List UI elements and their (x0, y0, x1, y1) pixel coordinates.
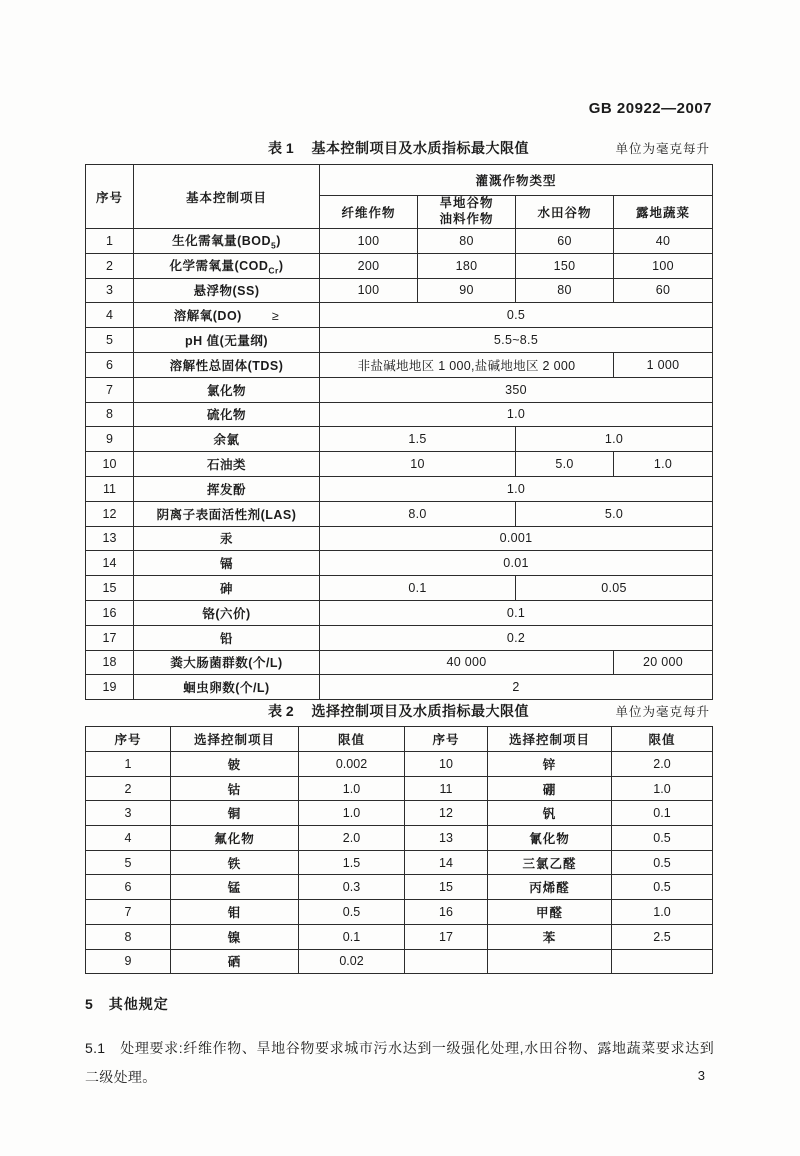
table2-row (86, 900, 713, 925)
item-text: 石油类 (206, 458, 246, 473)
table1-row (86, 452, 713, 477)
table1-row (86, 551, 713, 576)
item-text: 溶解性总固体(TDS) (169, 358, 284, 373)
control-item-name (488, 949, 612, 974)
control-item-name (134, 452, 320, 477)
table1-row (86, 625, 713, 650)
table2-row (86, 776, 713, 801)
control-item-name: 苯 (488, 924, 612, 949)
table1-row (86, 576, 713, 601)
table1-unit-note: 单位为毫克每升 (615, 142, 710, 156)
item-text: 硫化物 (206, 408, 246, 423)
table1-row (86, 253, 713, 278)
limit-value: 0.1 (299, 924, 405, 949)
table1-title: 基本控制项目及水质指标最大限值 (311, 140, 530, 156)
limit-value: 0.1 (320, 576, 516, 601)
limit-value: 100 (320, 229, 418, 254)
row-number: 13 (405, 826, 488, 851)
row-number: 6 (86, 352, 134, 377)
table1-header (86, 165, 713, 229)
limit-value: 0.3 (299, 875, 405, 900)
limit-value: 5.0 (516, 452, 614, 477)
control-item-name: 氰化物 (488, 826, 612, 851)
limit-value: 100 (614, 253, 713, 278)
control-item-name (134, 675, 320, 700)
item-text: 镉 (219, 557, 233, 572)
item-text: 铬(六价) (202, 606, 251, 621)
row-number (405, 949, 488, 974)
row-number: 6 (86, 875, 171, 900)
item-text: 挥发酚 (206, 482, 246, 497)
row-number: 7 (86, 377, 134, 402)
row-number: 17 (405, 924, 488, 949)
table2-row (86, 826, 713, 851)
row-number: 14 (405, 850, 488, 875)
control-item-name: 镍 (171, 924, 299, 949)
table1-basic-control-items (85, 164, 713, 700)
control-item-name: 铍 (171, 752, 299, 777)
table1-row (86, 526, 713, 551)
control-item-name (134, 650, 320, 675)
control-item-name (134, 352, 320, 377)
table1-row (86, 328, 713, 353)
item-subscript: 5 (271, 240, 277, 251)
table2-title: 选择控制项目及水质指标最大限值 (311, 703, 530, 719)
row-number: 10 (405, 752, 488, 777)
row-number: 2 (86, 253, 134, 278)
table1-header-crop-paddy: 水田谷物 (516, 196, 614, 229)
limit-value: 0.2 (320, 625, 713, 650)
control-item-name (134, 303, 320, 328)
limit-value: 1.0 (320, 476, 713, 501)
limit-value: 非盐碱地地区 1 000,盐碱地地区 2 000 (320, 352, 614, 377)
page-number: 3 (697, 1068, 705, 1083)
row-number: 12 (86, 501, 134, 526)
row-number: 1 (86, 752, 171, 777)
limit-value: 2.0 (612, 752, 713, 777)
limit-value: 1.0 (299, 776, 405, 801)
table2-selected-control-items (85, 726, 713, 974)
control-item-name: 钼 (171, 900, 299, 925)
control-item-name: 三氯乙醛 (488, 850, 612, 875)
limit-value: 1.0 (299, 801, 405, 826)
limit-value: 1.0 (516, 427, 713, 452)
limit-value: 0.02 (299, 949, 405, 974)
section-5-heading: 5 其他规定 (85, 996, 169, 1012)
control-item-name: 锌 (488, 752, 612, 777)
limit-value: 1.0 (612, 776, 713, 801)
limit-value: 2.0 (299, 826, 405, 851)
limit-value: 1.0 (320, 402, 713, 427)
table2-row (86, 850, 713, 875)
table1-header-item: 基本控制项目 (134, 165, 320, 229)
row-number: 3 (86, 278, 134, 303)
limit-value: 0.001 (320, 526, 713, 551)
control-item-name (134, 600, 320, 625)
limit-value: 20 000 (614, 650, 713, 675)
limit-value: 100 (320, 278, 418, 303)
limit-value: 80 (418, 229, 516, 254)
control-item-name: 钴 (171, 776, 299, 801)
crop-label-line2: 油料作物 (439, 212, 494, 226)
control-item-name (134, 476, 320, 501)
table1-title-row (85, 138, 712, 158)
row-number: 16 (405, 900, 488, 925)
control-item-name (134, 551, 320, 576)
control-item-name: 铜 (171, 801, 299, 826)
item-text-end: ) (276, 234, 281, 249)
table2-header-item-right: 选择控制项目 (488, 727, 612, 752)
table2-unit-note: 单位为毫克每升 (615, 705, 710, 719)
row-number: 11 (86, 476, 134, 501)
limit-value (612, 949, 713, 974)
control-item-name (134, 328, 320, 353)
row-number: 14 (86, 551, 134, 576)
limit-value: 1.0 (614, 452, 713, 477)
limit-value: 350 (320, 377, 713, 402)
row-number: 4 (86, 826, 171, 851)
limit-value: 0.1 (320, 600, 713, 625)
row-number: 19 (86, 675, 134, 700)
control-item-name: 甲醛 (488, 900, 612, 925)
item-text: 溶解氧(DO) (173, 309, 242, 324)
table2-row (86, 949, 713, 974)
limit-value: 8.0 (320, 501, 516, 526)
item-text: 蛔虫卵数(个/L) (183, 681, 270, 696)
control-item-name (134, 526, 320, 551)
table2-caption: 表 2 (267, 703, 294, 719)
item-text: 铅 (219, 631, 233, 646)
table1-header-crop-vegetable: 露地蔬菜 (614, 196, 713, 229)
row-number: 10 (86, 452, 134, 477)
control-item-name (134, 501, 320, 526)
row-number: 8 (86, 924, 171, 949)
limit-value: 40 (614, 229, 713, 254)
item-text-end: ) (278, 258, 284, 273)
table2-header-limit-left: 限值 (299, 727, 405, 752)
limit-value: 40 000 (320, 650, 614, 675)
limit-value: 0.1 (612, 801, 713, 826)
crop-label-line1: 旱地谷物 (439, 196, 494, 211)
item-text: 粪大肠菌群数(个/L) (170, 656, 283, 671)
row-number: 9 (86, 427, 134, 452)
limit-value: 0.5 (299, 900, 405, 925)
table1-row (86, 303, 713, 328)
limit-value: 200 (320, 253, 418, 278)
table2-header-no-right: 序号 (405, 727, 488, 752)
table2-header-no-left: 序号 (86, 727, 171, 752)
table1-row (86, 377, 713, 402)
control-item-name: 氟化物 (171, 826, 299, 851)
limit-value: 0.01 (320, 551, 713, 576)
table2-header-limit-right: 限值 (612, 727, 713, 752)
table1-row (86, 427, 713, 452)
table2-row (86, 875, 713, 900)
row-number: 9 (86, 949, 171, 974)
control-item-name: 铁 (171, 850, 299, 875)
limit-value: 150 (516, 253, 614, 278)
table1-row (86, 675, 713, 700)
control-item-name: 丙烯醛 (488, 875, 612, 900)
item-text: 生化需氧量(BOD (172, 234, 272, 249)
control-item-name: 硒 (171, 949, 299, 974)
control-item-name: 锰 (171, 875, 299, 900)
row-number: 8 (86, 402, 134, 427)
table1-row (86, 600, 713, 625)
limit-value: 5.5~8.5 (320, 328, 713, 353)
control-item-name (134, 402, 320, 427)
item-text: 余氯 (213, 433, 240, 448)
limit-value: 2.5 (612, 924, 713, 949)
limit-value: 90 (418, 278, 516, 303)
table2-header (86, 727, 713, 752)
control-item-name: 硼 (488, 776, 612, 801)
control-item-name (134, 576, 320, 601)
limit-value: 0.5 (612, 850, 713, 875)
table1-header-crop-dry-grain-oil (418, 196, 516, 229)
item-subscript: Cr (268, 265, 279, 276)
limit-value: 0.5 (320, 303, 713, 328)
item-text: 汞 (219, 532, 233, 547)
item-text: pH 值(无量纲) (185, 334, 268, 349)
item-text: 氯化物 (206, 383, 246, 398)
control-item-name: 钒 (488, 801, 612, 826)
section-5-1-paragraph: 5.1 处理要求:纤维作物、旱地谷物要求城市污水达到一级强化处理,水田谷物、露地蔬菜要求达到二级处理。 (85, 1040, 714, 1085)
limit-value: 5.0 (516, 501, 713, 526)
limit-value: 2 (320, 675, 713, 700)
limit-value: 1.0 (612, 900, 713, 925)
row-number: 5 (86, 850, 171, 875)
limit-value: 0.002 (299, 752, 405, 777)
table1-row (86, 352, 713, 377)
control-item-name (134, 278, 320, 303)
table1-header-crop-fiber: 纤维作物 (320, 196, 418, 229)
item-text: 化学需氧量(COD (169, 258, 269, 273)
row-number: 17 (86, 625, 134, 650)
item-text: 砷 (219, 582, 233, 597)
limit-value: 1.5 (320, 427, 516, 452)
row-number: 5 (86, 328, 134, 353)
row-number: 7 (86, 900, 171, 925)
table2-row (86, 752, 713, 777)
table1-row (86, 402, 713, 427)
row-number: 4 (86, 303, 134, 328)
table1-body (86, 229, 713, 700)
row-number: 15 (86, 576, 134, 601)
table2-row (86, 801, 713, 826)
limit-value: 80 (516, 278, 614, 303)
limit-value: 1.5 (299, 850, 405, 875)
limit-value: 0.5 (612, 875, 713, 900)
row-number: 18 (86, 650, 134, 675)
standard-number: GB 20922—2007 (588, 100, 712, 117)
control-item-name (134, 253, 320, 278)
table1-row (86, 501, 713, 526)
row-number: 12 (405, 801, 488, 826)
row-number: 2 (86, 776, 171, 801)
limit-value: 0.5 (612, 826, 713, 851)
greater-equal-sign: ≥ (271, 309, 280, 324)
row-number: 15 (405, 875, 488, 900)
control-item-name (134, 427, 320, 452)
table2-header-item-left: 选择控制项目 (171, 727, 299, 752)
limit-value: 1 000 (614, 352, 713, 377)
control-item-name (134, 229, 320, 254)
table2-title-row (85, 701, 712, 721)
row-number: 11 (405, 776, 488, 801)
control-item-name (134, 625, 320, 650)
limit-value: 10 (320, 452, 516, 477)
limit-value: 60 (614, 278, 713, 303)
table1-row (86, 278, 713, 303)
table1-row (86, 650, 713, 675)
table1-caption: 表 1 (267, 140, 294, 156)
table2-row (86, 924, 713, 949)
row-number: 1 (86, 229, 134, 254)
item-text: 阴离子表面活性剂(LAS) (156, 507, 297, 522)
control-item-name (134, 377, 320, 402)
table1-header-no: 序号 (86, 165, 134, 229)
row-number: 3 (86, 801, 171, 826)
table1-header-crop-group: 灌溉作物类型 (320, 165, 713, 196)
item-text: 悬浮物(SS) (193, 284, 260, 299)
table2-body (86, 752, 713, 974)
table1-row (86, 476, 713, 501)
limit-value: 180 (418, 253, 516, 278)
table1-row (86, 229, 713, 254)
limit-value: 60 (516, 229, 614, 254)
limit-value: 0.05 (516, 576, 713, 601)
row-number: 13 (86, 526, 134, 551)
row-number: 16 (86, 600, 134, 625)
